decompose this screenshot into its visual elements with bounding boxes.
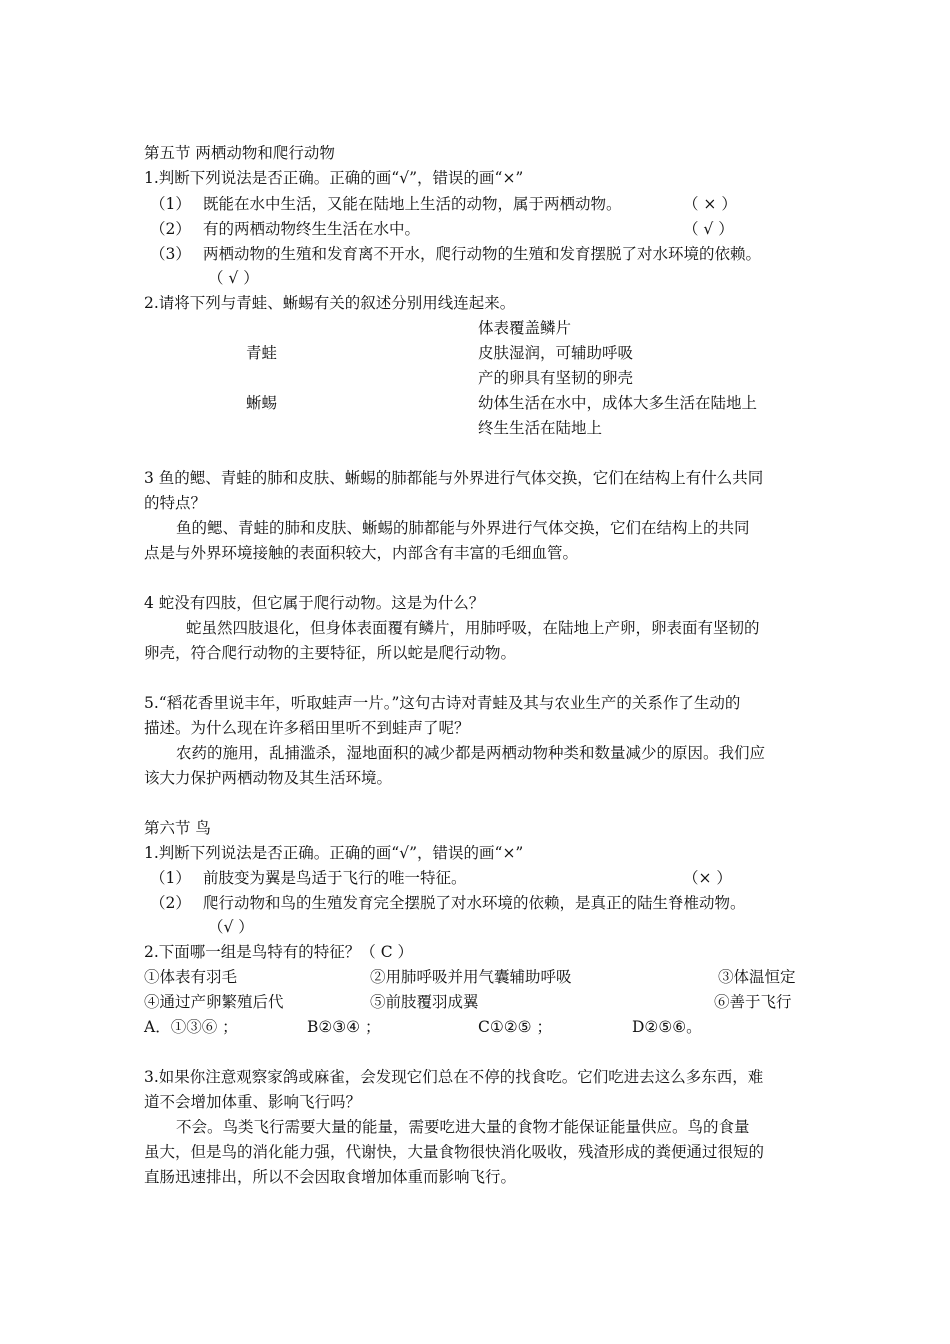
- s6-q1-item2-num: （2）: [150, 894, 191, 912]
- s5-q1-item3-answer: （ √ ）: [208, 269, 259, 287]
- s6-q3-answer-line2: 虽大，但是鸟的消化能力强，代谢快，大量食物很快消化吸收，残渣形成的粪便通过很短的: [144, 1143, 765, 1161]
- s5-q1-item1-text: 既能在水中生活，又能在陆地上生活的动物，属于两栖动物。: [203, 195, 622, 213]
- s6-q1-item2-text: 爬行动物和鸟的生殖发育完全摆脱了对水环境的依赖，是真正的陆生脊椎动物。: [203, 894, 746, 912]
- s5-q2-left-lizard: 蜥蜴: [246, 394, 278, 412]
- s6-q3-answer-line3: 直肠迅速排出，所以不会因取食增加体重而影响飞行。: [144, 1168, 517, 1186]
- section-6-heading: 第六节 鸟: [144, 819, 211, 837]
- s5-q1-item3-num: （3）: [150, 245, 191, 263]
- s6-q2-choice-b: B②③④ ；: [307, 1018, 381, 1036]
- s6-q2-choice-d: D②⑤⑥。: [632, 1018, 702, 1036]
- s6-q2-option-5: ⑤前肢覆羽成翼: [370, 993, 479, 1011]
- s5-q1-item2-answer: （ √ ）: [683, 220, 734, 238]
- s6-q3-answer-line1: 不会。鸟类飞行需要大量的能量，需要吃进大量的食物才能保证能量供应。鸟的食量: [176, 1118, 750, 1136]
- s6-q1-item1-num: （1）: [150, 869, 191, 887]
- s6-q2-choice-a: A．①③⑥ ；: [144, 1018, 238, 1036]
- s6-q3-question-line1: 3.如果你注意观察家鸽或麻雀，会发现它们总在不停的找食吃。它们吃进去这么多东西，难: [144, 1068, 764, 1086]
- s6-q1-item2-answer: （√ ）: [208, 918, 254, 936]
- s5-q4-answer-line2: 卵壳，符合爬行动物的主要特征，所以蛇是爬行动物。: [144, 644, 517, 662]
- s5-q4-answer-line1: 蛇虽然四肢退化，但身体表面覆有鳞片，用肺呼吸，在陆地上产卵，卵表面有坚韧的: [186, 619, 760, 637]
- s5-q1-item3-text: 两栖动物的生殖和发育离不开水，爬行动物的生殖和发育摆脱了对水环境的依赖。: [203, 245, 762, 263]
- s6-q1-item1-answer: （× ）: [683, 869, 732, 887]
- s5-q3-answer-line1: 鱼的鳃、青蛙的肺和皮肤、蜥蜴的肺都能与外界进行气体交换，它们在结构上的共同: [176, 519, 750, 537]
- s6-q2-option-3: ③体温恒定: [718, 968, 796, 986]
- s5-q2-right-2: 皮肤湿润，可辅助呼吸: [478, 344, 634, 362]
- s5-q2-right-3: 产的卵具有坚韧的卵壳: [478, 369, 634, 387]
- s6-q2-option-2: ②用肺呼吸并用气囊辅助呼吸: [370, 968, 572, 986]
- section-5-heading: 第五节 两栖动物和爬行动物: [144, 144, 335, 162]
- s6-q3-question-line2: 道不会增加体重、影响飞行吗？: [144, 1093, 362, 1111]
- s5-q5-answer-line2: 该大力保护两栖动物及其生活环境。: [144, 769, 393, 787]
- s6-q2-option-1: ①体表有羽毛: [144, 968, 238, 986]
- s5-q3-question-line1: 3 鱼的鳃、青蛙的肺和皮肤、蜥蜴的肺都能与外界进行气体交换，它们在结构上有什么共同: [144, 469, 764, 487]
- s6-q1-prompt: 1.判断下列说法是否正确。正确的画“√”，错误的画“×”: [144, 844, 524, 862]
- s5-q2-prompt: 2.请将下列与青蛙、蜥蜴有关的叙述分别用线连起来。: [144, 294, 516, 312]
- s5-q1-item2-text: 有的两栖动物终生生活在水中。: [203, 220, 421, 238]
- s5-q4-question: 4 蛇没有四肢，但它属于爬行动物。这是为什么？: [144, 594, 485, 612]
- s5-q5-question-line2: 描述。为什么现在许多稻田里听不到蛙声了呢？: [144, 719, 470, 737]
- s5-q2-right-4: 幼体生活在水中，成体大多生活在陆地上: [478, 394, 758, 412]
- s6-q1-item1-text: 前肢变为翼是鸟适于飞行的唯一特征。: [203, 869, 467, 887]
- s5-q2-left-frog: 青蛙: [246, 344, 278, 362]
- s5-q1-item1-answer: （ × ）: [683, 195, 737, 213]
- s5-q5-answer-line1: 农药的施用，乱捕滥杀，湿地面积的减少都是两栖动物种类和数量减少的原因。我们应: [176, 744, 766, 762]
- s5-q1-prompt: 1.判断下列说法是否正确。正确的画“√”，错误的画“×”: [144, 169, 524, 187]
- s5-q1-item2-num: （2）: [150, 220, 191, 238]
- s5-q5-question-line1: 5.“稻花香里说丰年，听取蛙声一片。”这句古诗对青蛙及其与农业生产的关系作了生动的: [144, 694, 741, 712]
- s6-q2-choice-c: C①②⑤ ；: [478, 1018, 552, 1036]
- s6-q2-option-4: ④通过产卵繁殖后代: [144, 993, 284, 1011]
- s6-q2-prompt: 2.下面哪一组是鸟特有的特征？（ C ）: [144, 943, 414, 961]
- s5-q2-right-1: 体表覆盖鳞片: [478, 319, 572, 337]
- s5-q2-right-5: 终生生活在陆地上: [478, 419, 603, 437]
- s6-q2-option-6: ⑥善于飞行: [714, 993, 792, 1011]
- s5-q3-question-line2: 的特点？: [144, 494, 207, 512]
- s5-q3-answer-line2: 点是与外界环境接触的表面积较大，内部含有丰富的毛细血管。: [144, 544, 579, 562]
- s5-q1-item1-num: （1）: [150, 195, 191, 213]
